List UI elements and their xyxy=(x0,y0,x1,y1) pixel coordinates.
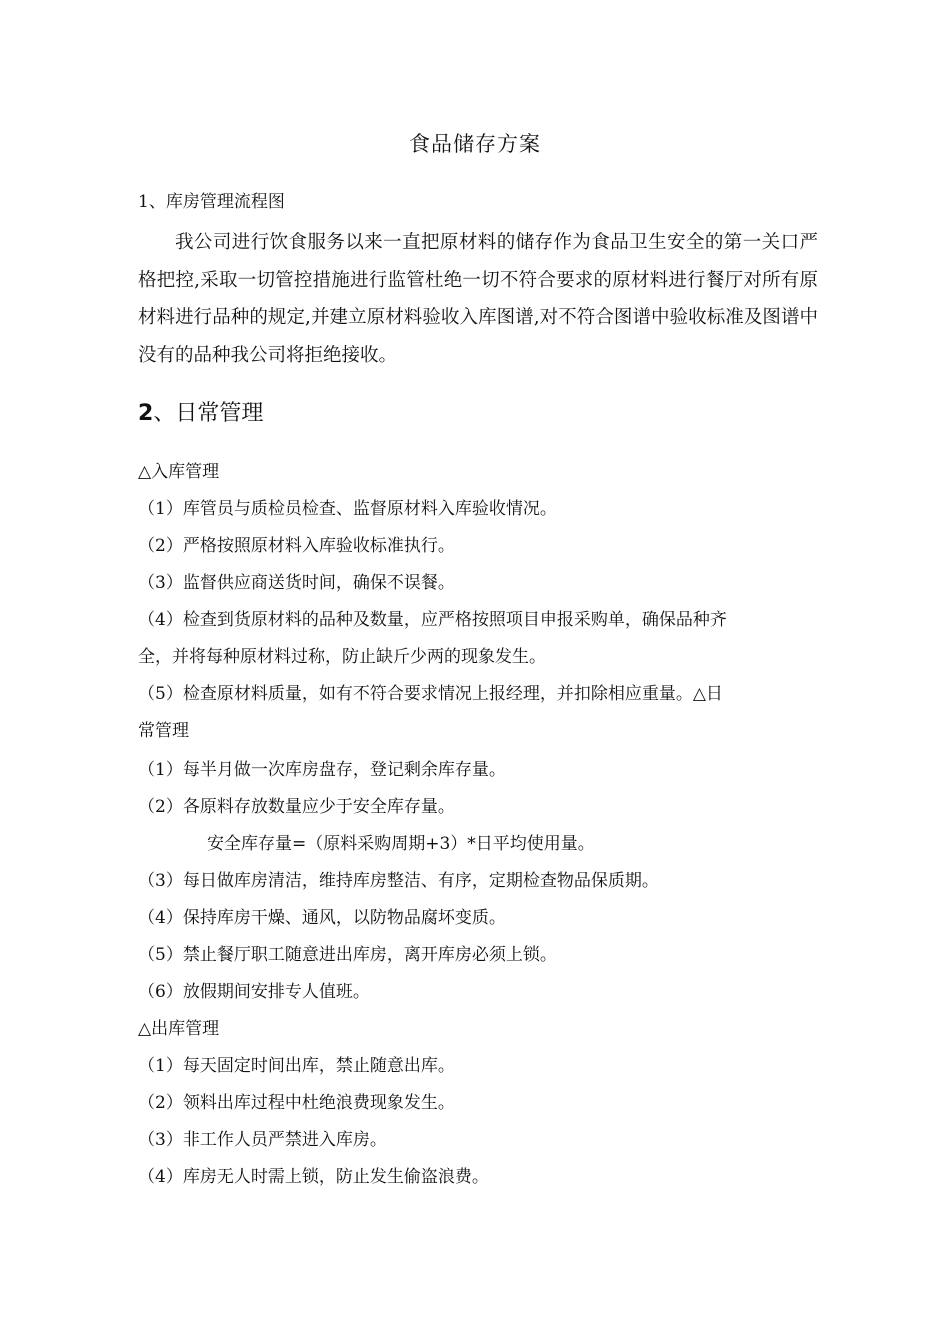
list-item: （2）严格按照原材料入库验收标准执行。 xyxy=(138,536,455,556)
document-title: 食品储存方案 xyxy=(409,132,541,156)
list-item: （1）库管员与质检员检查、监督原材料入库验收情况。 xyxy=(138,499,557,519)
list-item: （3）每日做库房清洁，维持库房整洁、有序，定期检查物品保质期。 xyxy=(138,871,659,891)
section-heading-text: 、日常管理 xyxy=(153,401,264,426)
section-heading-flowchart: 1、库房管理流程图 xyxy=(138,192,285,212)
list-item: （5）检查原材料质量，如有不符合要求情况上报经理，并扣除相应重量。△日 xyxy=(138,684,723,704)
intro-paragraph: 我公司进行饮食服务以来一直把原材料的储存作为食品卫生安全的第一关口严格把控,采取一切管控措施进行监管杜绝一切不符合要求的原材料进行餐厅对所有原材料进行品种的规定,并建立原材料验收入库图谱,对不符合图谱中验收标准及图谱中没有的品种我公司将拒绝接收。 xyxy=(138,232,818,366)
list-item: （2）各原料存放数量应少于安全库存量。 xyxy=(138,797,455,817)
list-item: （4）库房无人时需上锁，防止发生偷盗浪费。 xyxy=(138,1167,489,1187)
list-item: （2）领料出库过程中杜绝浪费现象发生。 xyxy=(138,1093,455,1113)
list-item: （6）放假期间安排专人值班。 xyxy=(138,982,370,1002)
list-item: （3）监督供应商送货时间，确保不误餐。 xyxy=(138,573,455,593)
list-item: （4）保持库房干燥、通风，以防物品腐坏变质。 xyxy=(138,908,506,928)
list-item: （1）每天固定时间出库，禁止随意出库。 xyxy=(138,1056,455,1076)
subheading-inbound: △入库管理 xyxy=(138,462,220,482)
list-item: （4）检查到货原材料的品种及数量，应严格按照项目申报采购单，确保品种齐 xyxy=(138,610,727,630)
subheading-outbound: △出库管理 xyxy=(138,1019,220,1039)
section-number: 2 xyxy=(138,401,154,426)
section-heading-daily-management xyxy=(138,396,263,427)
list-item-continuation: 全，并将每种原材料过称，防止缺斤少两的现象发生。 xyxy=(138,647,546,667)
list-item: （5）禁止餐厅职工随意进出库房，离开库房必须上锁。 xyxy=(138,945,557,965)
subheading-daily-continuation: 常管理 xyxy=(138,721,189,741)
list-item: （3）非工作人员严禁进入库房。 xyxy=(138,1130,387,1150)
formula-line: 安全库存量=（原料采购周期+3）*日平均使用量。 xyxy=(207,834,595,854)
list-item: （1）每半月做一次库房盘存，登记剩余库存量。 xyxy=(138,760,506,780)
